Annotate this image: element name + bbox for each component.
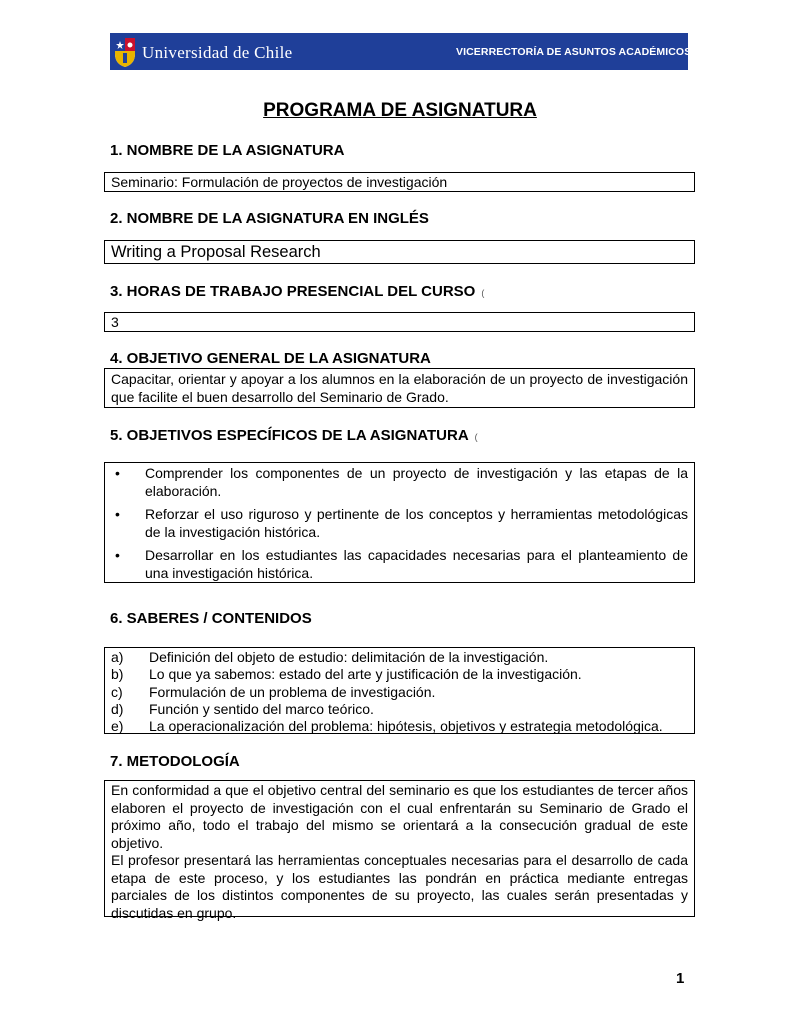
section-2-heading: 2. NOMBRE DE LA ASIGNATURA EN INGLÉS: [110, 210, 429, 227]
objective-text: Reforzar el uso riguroso y pertinente de los conceptos y herramientas metodológicas de la investigación histórica.: [145, 506, 688, 540]
bullet-icon: •: [115, 547, 120, 563]
section-5-heading: [110, 427, 478, 444]
content-text: Lo que ya sabemos: estado del arte y justificación de la investigación.: [149, 666, 582, 683]
list-marker: e): [111, 718, 124, 735]
contents-list: [105, 648, 694, 736]
list-marker: b): [111, 666, 124, 683]
page-number: 1: [676, 970, 685, 987]
page-title: PROGRAMA DE ASIGNATURA: [263, 100, 537, 121]
section-2-box: [104, 240, 695, 264]
section-5-note: (: [474, 432, 478, 442]
section-5-box: [104, 462, 695, 583]
section-4-heading: 4. OBJETIVO GENERAL DE LA ASIGNATURA: [110, 350, 431, 367]
course-name-value: Seminario: Formulación de proyectos de investigación: [111, 174, 448, 190]
section-3-heading: [110, 283, 484, 300]
list-item: [111, 666, 688, 683]
section-6-heading: 6. SABERES / CONTENIDOS: [110, 610, 312, 627]
section-7-heading: 7. METODOLOGÍA: [110, 753, 240, 770]
university-crest-icon: [113, 36, 137, 68]
objective-text: Comprender los componentes de un proyecto de investigación y las etapas de la elaboración.: [145, 465, 688, 499]
hours-value: 3: [111, 314, 119, 330]
list-marker: a): [111, 649, 124, 665]
section-5-heading-text: 5. OBJETIVOS ESPECÍFICOS DE LA ASIGNATURA: [110, 427, 469, 444]
university-name: Universidad de Chile: [142, 43, 293, 62]
list-item: [111, 649, 688, 666]
general-objective-text: Capacitar, orientar y apoyar a los alumnos en la elaboración de un proyecto de investigación que facilite el buen desarrollo del Seminario de Grado.: [111, 371, 688, 405]
list-item: [111, 465, 688, 500]
section-4-box: [104, 368, 695, 408]
content-text: Definición del objeto de estudio: delimitación de la investigación.: [149, 649, 549, 665]
list-marker: c): [111, 683, 123, 700]
list-item: [111, 701, 688, 718]
section-3-note: (: [481, 288, 485, 298]
list-item: [111, 718, 688, 735]
content-text: Formulación de un problema de investigación.: [149, 683, 436, 700]
section-7-box: [104, 780, 695, 921]
objective-text: Desarrollar en los estudiantes las capacidades necesarias para el planteamiento de una investigación histórica.: [145, 547, 688, 581]
list-item: [111, 506, 688, 541]
section-6-box: [104, 647, 695, 734]
section-1-heading: 1. NOMBRE DE LA ASIGNATURA: [110, 142, 345, 159]
methodology-paragraph: El profesor presentará las herramientas conceptuales necesarias para el desarrollo de cada etapa de este proceso, y los estudiantes las pondrán en práctica mediante entregas parciales de los distintos componentes de su proyecto, las cuales serán presentadas y discutidas en grupo.: [111, 852, 688, 921]
section-1-box: [104, 172, 695, 192]
section-3-box: [104, 312, 695, 332]
content-text: Función y sentido del marco teórico.: [149, 700, 374, 717]
list-item: [111, 684, 688, 701]
methodology-paragraph: En conformidad a que el objetivo central del seminario es que los estudiantes de tercer años elaboren el proyecto de investigación con el cual enfrentarán su Seminario de Grado el próximo año, todo el trabajo del mismo se orientará a la consecución gradual de este objetivo.: [111, 782, 688, 851]
list-marker: d): [111, 700, 124, 717]
bullet-icon: •: [115, 506, 120, 522]
list-item: [111, 547, 688, 582]
content-text: La operacionalización del problema: hipótesis, objetivos y estrategia metodológica.: [149, 718, 663, 735]
bullet-icon: •: [115, 465, 120, 481]
course-name-english-value: Writing a Proposal Research: [111, 243, 321, 261]
specific-objectives-list: [105, 465, 694, 582]
section-3-heading-text: 3. HORAS DE TRABAJO PRESENCIAL DEL CURSO: [110, 283, 476, 300]
vicerrectoria-label: VICERRECTORÍA DE ASUNTOS ACADÉMICOS: [456, 46, 692, 58]
